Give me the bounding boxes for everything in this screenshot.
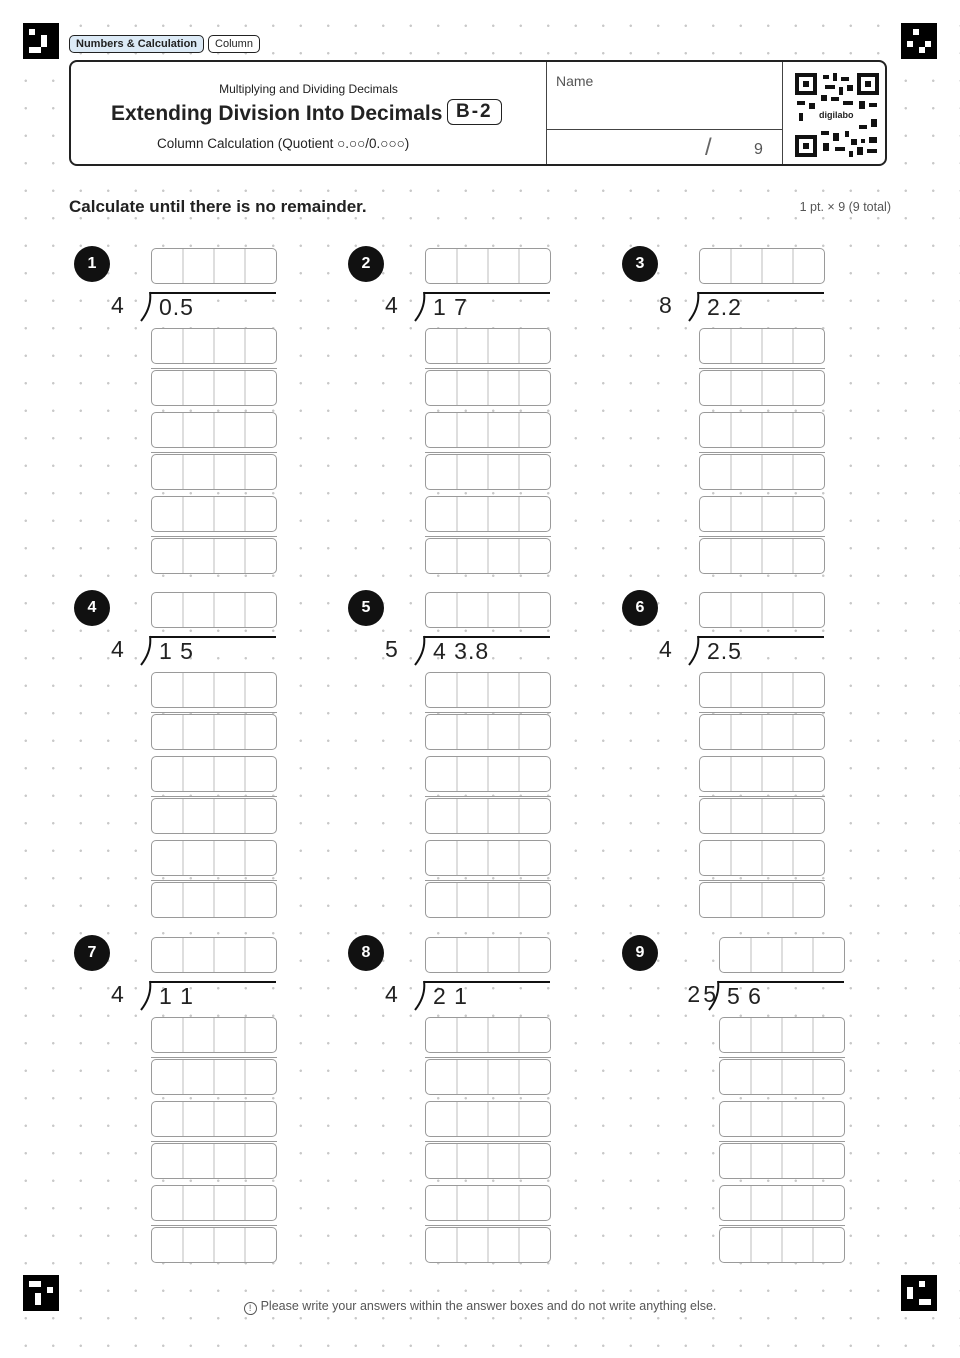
work-box[interactable] bbox=[699, 454, 825, 490]
work-box[interactable] bbox=[425, 798, 551, 834]
dividend: 1 1 bbox=[159, 983, 194, 1009]
quotient-answer-box[interactable] bbox=[719, 937, 845, 973]
divisor: 4 bbox=[385, 292, 401, 318]
subtraction-line bbox=[699, 536, 825, 537]
subtraction-line bbox=[719, 1141, 845, 1142]
subtraction-line bbox=[699, 452, 825, 453]
subtraction-line bbox=[719, 1225, 845, 1226]
work-box[interactable] bbox=[425, 714, 551, 750]
division-bracket bbox=[139, 291, 153, 323]
work-box[interactable] bbox=[699, 672, 825, 708]
subtraction-line bbox=[425, 1141, 551, 1142]
problem-number-badge: 4 bbox=[74, 590, 110, 626]
problem-number-badge: 3 bbox=[622, 246, 658, 282]
work-box[interactable] bbox=[425, 1185, 551, 1221]
subtraction-line bbox=[151, 1225, 277, 1226]
division-bracket bbox=[139, 980, 153, 1012]
work-box[interactable] bbox=[719, 1143, 845, 1179]
work-box[interactable] bbox=[151, 412, 277, 448]
work-box[interactable] bbox=[151, 1227, 277, 1263]
work-box[interactable] bbox=[151, 328, 277, 364]
divisor: 4 bbox=[111, 636, 127, 662]
quotient-answer-box[interactable] bbox=[425, 592, 551, 628]
subtraction-line bbox=[151, 536, 277, 537]
category-tags bbox=[69, 35, 260, 53]
work-box[interactable] bbox=[699, 840, 825, 876]
work-box[interactable] bbox=[151, 798, 277, 834]
score-slash: / bbox=[705, 134, 712, 161]
work-box[interactable] bbox=[425, 370, 551, 406]
category-tag-secondary: Column bbox=[208, 35, 260, 53]
dividend: 2.5 bbox=[707, 638, 742, 664]
quotient-answer-box[interactable] bbox=[699, 248, 825, 284]
work-box[interactable] bbox=[425, 1143, 551, 1179]
work-box[interactable] bbox=[151, 714, 277, 750]
work-box[interactable] bbox=[699, 714, 825, 750]
subtraction-line bbox=[425, 536, 551, 537]
footer-text: Please write your answers within the answer boxes and do not write anything else. bbox=[260, 1299, 717, 1313]
division-bracket bbox=[413, 291, 427, 323]
quotient-answer-box[interactable] bbox=[151, 937, 277, 973]
subtraction-line bbox=[151, 796, 277, 797]
quotient-answer-box[interactable] bbox=[151, 592, 277, 628]
work-box[interactable] bbox=[425, 538, 551, 574]
divisor: 4 bbox=[111, 292, 127, 318]
problem-number-badge: 1 bbox=[74, 246, 110, 282]
subtraction-line bbox=[151, 1141, 277, 1142]
worksheet-subtitle: Multiplying and Dividing Decimals bbox=[219, 82, 398, 96]
work-box[interactable] bbox=[151, 882, 277, 918]
subtraction-line bbox=[151, 1057, 277, 1058]
footer-note bbox=[0, 1299, 960, 1315]
category-tag-primary: Numbers & Calculation bbox=[69, 35, 204, 53]
work-box[interactable] bbox=[425, 756, 551, 792]
work-box[interactable] bbox=[151, 756, 277, 792]
work-box[interactable] bbox=[151, 672, 277, 708]
name-score-area bbox=[546, 62, 782, 164]
subtraction-line bbox=[151, 880, 277, 881]
problem-number-badge: 6 bbox=[622, 590, 658, 626]
work-box[interactable] bbox=[425, 454, 551, 490]
corner-marker-top-right bbox=[901, 23, 937, 59]
dividend: 2.2 bbox=[707, 294, 742, 320]
work-box[interactable] bbox=[699, 496, 825, 532]
dividend: 2 1 bbox=[433, 983, 468, 1009]
work-box[interactable] bbox=[719, 1185, 845, 1221]
work-box[interactable] bbox=[425, 328, 551, 364]
qr-area bbox=[782, 62, 889, 164]
subtraction-line bbox=[699, 368, 825, 369]
work-box[interactable] bbox=[425, 1101, 551, 1137]
divisor: 4 bbox=[111, 981, 127, 1007]
quotient-answer-box[interactable] bbox=[425, 937, 551, 973]
divisor: 25 bbox=[687, 981, 719, 1007]
work-box[interactable] bbox=[151, 1143, 277, 1179]
title-area bbox=[71, 62, 546, 164]
work-box[interactable] bbox=[719, 1059, 845, 1095]
subtraction-line bbox=[425, 368, 551, 369]
problem-number-badge: 5 bbox=[348, 590, 384, 626]
divisor: 5 bbox=[385, 636, 401, 662]
work-box[interactable] bbox=[699, 370, 825, 406]
division-bracket bbox=[413, 635, 427, 667]
subtraction-line bbox=[425, 880, 551, 881]
qr-brand-text: digilabo bbox=[819, 110, 854, 120]
subtraction-line bbox=[425, 796, 551, 797]
work-box[interactable] bbox=[425, 882, 551, 918]
score-total: 9 bbox=[754, 141, 763, 158]
work-box[interactable] bbox=[699, 328, 825, 364]
work-box[interactable] bbox=[699, 798, 825, 834]
work-box[interactable] bbox=[151, 1017, 277, 1053]
subtraction-line bbox=[151, 368, 277, 369]
problem-number-badge: 8 bbox=[348, 935, 384, 971]
work-box[interactable] bbox=[425, 1059, 551, 1095]
work-box[interactable] bbox=[719, 1101, 845, 1137]
worksheet-header bbox=[69, 60, 887, 166]
name-divider bbox=[547, 129, 782, 130]
work-box[interactable] bbox=[425, 412, 551, 448]
corner-marker-top-left bbox=[23, 23, 59, 59]
subtraction-line bbox=[425, 712, 551, 713]
dividend: 5 6 bbox=[727, 983, 762, 1009]
problem-number-badge: 7 bbox=[74, 935, 110, 971]
work-box[interactable] bbox=[425, 1227, 551, 1263]
problem-number-badge: 2 bbox=[348, 246, 384, 282]
subtraction-line bbox=[699, 796, 825, 797]
work-box[interactable] bbox=[151, 538, 277, 574]
dividend: 4 3.8 bbox=[433, 638, 490, 664]
work-box[interactable] bbox=[425, 496, 551, 532]
work-box[interactable] bbox=[425, 840, 551, 876]
work-box[interactable] bbox=[151, 1101, 277, 1137]
work-box[interactable] bbox=[699, 756, 825, 792]
quotient-answer-box[interactable] bbox=[699, 592, 825, 628]
division-bracket bbox=[687, 635, 701, 667]
work-box[interactable] bbox=[425, 1017, 551, 1053]
dividend: 1 7 bbox=[433, 294, 468, 320]
work-box[interactable] bbox=[151, 1185, 277, 1221]
work-box[interactable] bbox=[425, 672, 551, 708]
subtraction-line bbox=[719, 1057, 845, 1058]
work-box[interactable] bbox=[699, 412, 825, 448]
work-box[interactable] bbox=[151, 840, 277, 876]
division-bracket bbox=[413, 980, 427, 1012]
info-icon: ! bbox=[244, 1302, 257, 1315]
subtraction-line bbox=[425, 1225, 551, 1226]
worksheet-code-badge: B-2 bbox=[447, 99, 502, 125]
subtraction-line bbox=[425, 452, 551, 453]
work-box[interactable] bbox=[151, 370, 277, 406]
divisor: 8 bbox=[659, 292, 675, 318]
work-box[interactable] bbox=[151, 1059, 277, 1095]
points-note: 1 pt. × 9 (9 total) bbox=[799, 200, 891, 214]
subtraction-line bbox=[151, 712, 277, 713]
subtraction-line bbox=[699, 712, 825, 713]
instruction-text: Calculate until there is no remainder. bbox=[69, 197, 367, 216]
subtraction-line bbox=[699, 880, 825, 881]
work-box[interactable] bbox=[151, 454, 277, 490]
name-label: Name bbox=[556, 73, 594, 89]
subtraction-line bbox=[151, 452, 277, 453]
work-box[interactable] bbox=[699, 882, 825, 918]
divisor: 4 bbox=[659, 636, 675, 662]
division-bracket bbox=[707, 980, 721, 1012]
division-bracket bbox=[687, 291, 701, 323]
quotient-answer-box[interactable] bbox=[151, 248, 277, 284]
dividend: 1 5 bbox=[159, 638, 194, 664]
dividend: 0.5 bbox=[159, 294, 194, 320]
problem-number-badge: 9 bbox=[622, 935, 658, 971]
subtraction-line bbox=[425, 1057, 551, 1058]
worksheet-description: Column Calculation (Quotient ○.○○/0.○○○) bbox=[157, 136, 410, 151]
work-box[interactable] bbox=[699, 538, 825, 574]
divisor: 4 bbox=[385, 981, 401, 1007]
worksheet-title: Extending Division Into Decimals bbox=[111, 102, 443, 125]
work-box[interactable] bbox=[151, 496, 277, 532]
division-bracket bbox=[139, 635, 153, 667]
quotient-answer-box[interactable] bbox=[425, 248, 551, 284]
work-box[interactable] bbox=[719, 1227, 845, 1263]
work-box[interactable] bbox=[719, 1017, 845, 1053]
